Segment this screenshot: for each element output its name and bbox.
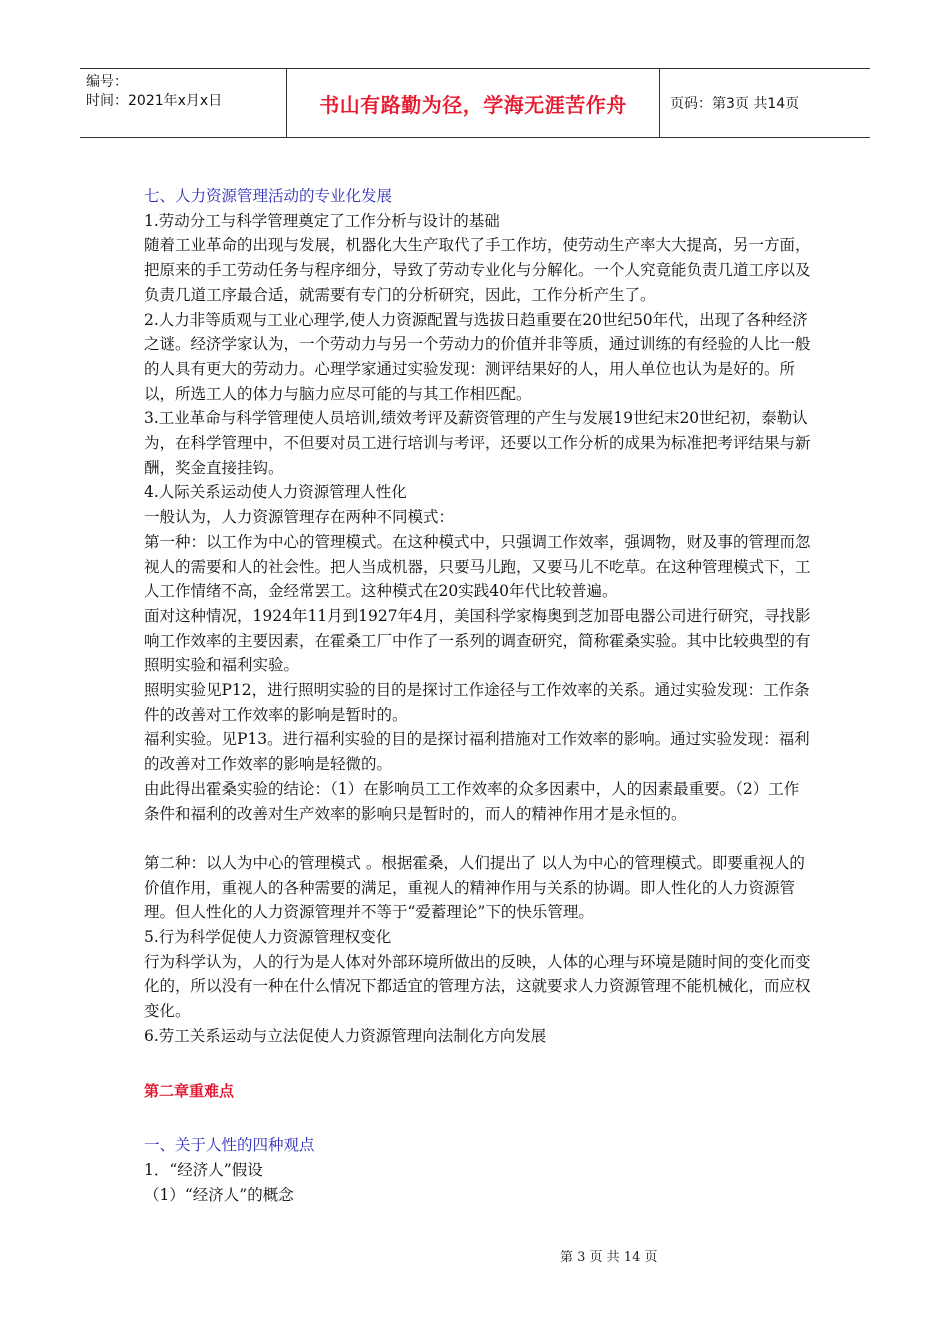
paragraph: 3.工业革命与科学管理使人员培训,绩效考评及薪资管理的产生与发展19世纪末20世纪初，泰勒认为，在科学管理中，不但要对员工进行培训与考评，还要以工作分析的成果为标准把考评结果与新酬，奖金直接挂钩。	[144, 409, 811, 477]
paragraph: （1）“经济人”的概念	[144, 1185, 294, 1204]
paragraph: 一般认为，人力资源管理存在两种不同模式：	[144, 508, 455, 527]
document-body	[144, 184, 812, 1207]
paragraph: 随着工业革命的出现与发展，机器化大生产取代了手工作坊，使劳动生产率大大提高，另一方面，把原来的手工劳动任务与程序细分，导致了劳动专业化与分解化。一个人究竟能负责几道工序以及负责几道工序最合适，就需要有专门的分析研究，因此，工作分析产生了。	[144, 236, 811, 304]
spacer	[144, 1103, 812, 1133]
header-number: 编号：	[86, 74, 128, 90]
header-motto: 书山有路勤为径，学海无涯苦作舟	[286, 69, 660, 137]
paragraph: 行为科学认为，人的行为是人体对外部环境所做出的反映，人体的心理与环境是随时间的变化而变化的，所以没有一种在什么情况下都适宜的管理方法，这就要求人力资源管理不能机械化，而应权变化。	[144, 952, 811, 1021]
paragraph: 1.劳动分工与科学管理奠定了工作分析与设计的基础	[144, 211, 500, 230]
paragraph: 由此得出霍桑实验的结论：（1）在影响员工工作效率的众多因素中，人的因素最重要。（2）工作条件和福利的改善对生产效率的影响只是暂时的，而人的精神作用才是永恒的。	[144, 779, 800, 823]
paragraph: 第二种：以人为中心的管理模式 。根据霍桑，人们提出了 以人为中心的管理模式。即要重视人的价值作用，重视人的各种需要的满足，重视人的精神作用与关系的协调。即人性化的人力资源管理。但人性化的人力资源管理并不等于“爱蓄理论”下的快乐管理。	[144, 853, 805, 922]
paragraph: 福利实验。见P13。进行福利实验的目的是探讨福利措施对工作效率的影响。通过实验发现：福利的改善对工作效率的影响是轻微的。	[144, 730, 810, 774]
paragraph: 面对这种情况，1924年11月到1927年4月，美国科学家梅奥到芝加哥电器公司进行研究，寻找影响工作效率的主要因素，在霍桑工厂中作了一系列的调查研究，简称霍桑实验。其中比较典型的有照明实验和福利实验。	[144, 606, 811, 675]
paragraph: 5.行为科学促使人力资源管理权变化	[144, 928, 392, 947]
paragraph: 6.劳工关系运动与立法促使人力资源管理向法制化方向发展	[144, 1026, 547, 1045]
section-7-title: 七、人力资源管理活动的专业化发展	[144, 187, 393, 205]
section-1-title: 一、关于人性的四种观点	[144, 1136, 315, 1155]
spacer	[144, 826, 812, 851]
paragraph: 第一种：以工作为中心的管理模式。在这种模式中，只强调工作效率，强调物，财及事的管理而忽视人的需要和人的社会性。把人当成机器，只要马儿跑，又要马儿不吃草。在这种管理模式下，工人工作情绪不高，金经常罢工。这种模式在20实践40年代比较普遍。	[144, 532, 811, 601]
header-page-info: 页码：第3页 共14页	[670, 96, 800, 112]
paragraph: 2.人力非等质观与工业心理学,使人力资源配置与选拔日趋重要在20世纪50年代，出现了各种经济之谜。经济学家认为，一个劳动力与另一个劳动力的价值并非等质，通过训练的有经验的人比一般的人具有更大的劳动力。心理学家通过实验发现：测评结果好的人，用人单位也认为是好的。所以，所选工人的体力与脑力应尽可能的与其工作相匹配。	[144, 310, 811, 403]
page-header	[80, 68, 870, 138]
paragraph: 4.人际关系运动使人力资源管理人性化	[144, 483, 407, 502]
spacer	[144, 1049, 812, 1079]
header-meta	[80, 69, 286, 137]
page-footer: 第 3 页 共 14 页	[560, 1250, 658, 1265]
header-time: 时间：2021年x月x日	[86, 93, 223, 109]
paragraph: 照明实验见P12，进行照明实验的目的是探讨工作途径与工作效率的关系。通过实验发现：工作条件的改善对工作效率的影响是暂时的。	[144, 681, 810, 724]
chapter-heading: 第二章重难点	[144, 1081, 235, 1100]
paragraph: 1．“经济人”假设	[144, 1161, 263, 1179]
